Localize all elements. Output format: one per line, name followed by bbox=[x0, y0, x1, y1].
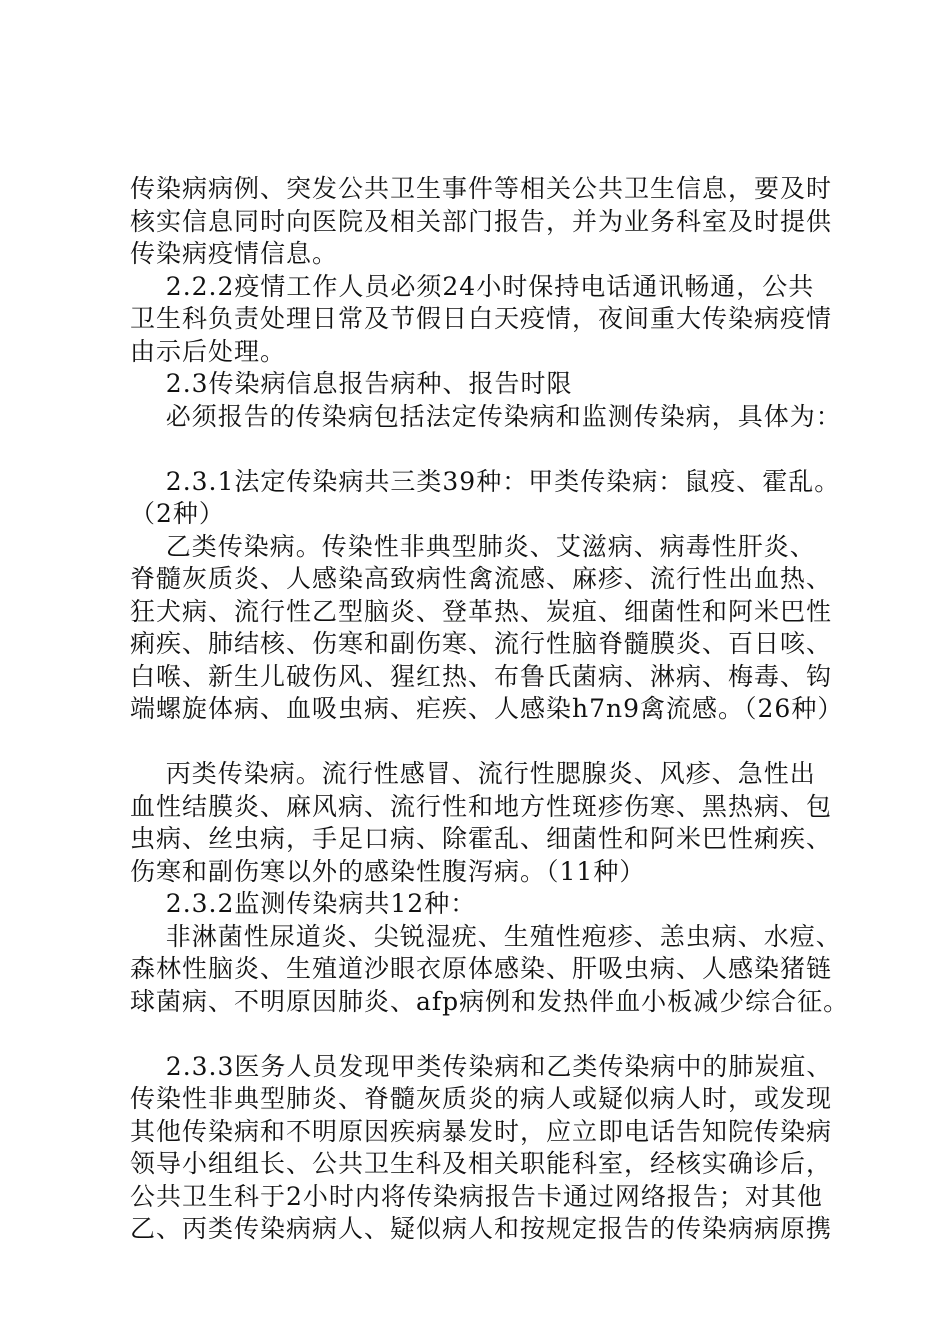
document-body bbox=[130, 173, 850, 1246]
blank-line bbox=[130, 726, 850, 759]
text-line: 2.3.2监测传染病共12种： bbox=[130, 889, 477, 918]
blank-line bbox=[130, 433, 850, 466]
text-line: 虫病、丝虫病，手足口病、除霍乱、细菌性和阿米巴性痢疾、 bbox=[130, 824, 833, 853]
text-line: 脊髓灰质炎、人感染高致病性禽流感、麻疹、流行性出血热、 bbox=[130, 564, 833, 593]
text-line: 狂犬病、流行性乙型脑炎、登革热、炭疽、细菌性和阿米巴性 bbox=[130, 596, 833, 626]
section-heading: 2.3传染病信息报告病种、报告时限 bbox=[130, 369, 573, 398]
text-line: 2.3.3医务人员发现甲类传染病和乙类传染病中的肺炭疽、 bbox=[130, 1051, 833, 1081]
text-line: 痢疾、肺结核、伤寒和副伤寒、流行性脑脊髓膜炎、百日咳、 bbox=[130, 629, 833, 658]
text-line: 2.2.2疫情工作人员必须24小时保持电话通讯畅通，公共 bbox=[130, 271, 815, 301]
text-line: 公共卫生科于2小时内将传染病报告卡通过网络报告；对其他 bbox=[130, 1181, 823, 1211]
text-line: 其他传染病和不明原因疾病暴发时，应立即电话告知院传染病 bbox=[130, 1116, 833, 1146]
text-line: 核实信息同时向医院及相关部门报告，并为业务科室及时提供 bbox=[130, 206, 833, 236]
text-line: 丙类传染病。流行性感冒、流行性腮腺炎、风疹、急性出 bbox=[130, 759, 816, 788]
text-line: 2.3.1法定传染病共三类39种：甲类传染病：鼠疫、霍乱。 bbox=[130, 466, 841, 496]
text-line: 非淋菌性尿道炎、尖锐湿疣、生殖性疱疹、恙虫病、水痘、 bbox=[130, 921, 842, 951]
text-line: 传染病病例、突发公共卫生事件等相关公共卫生信息，要及时 bbox=[130, 174, 833, 203]
text-line: 端螺旋体病、血吸虫病、疟疾、人感染h7n9禽流感。（26种） bbox=[130, 694, 844, 723]
text-line: 必须报告的传染病包括法定传染病和监测传染病，具体为： bbox=[130, 401, 842, 431]
text-line: 血性结膜炎、麻风病、流行性和地方性斑疹伤寒、黑热病、包 bbox=[130, 791, 833, 821]
text-line: 乙、丙类传染病病人、疑似病人和按规定报告的传染病病原携 bbox=[130, 1214, 833, 1243]
text-line: 传染性非典型肺炎、脊髓灰质炎的病人或疑似病人时，或发现 bbox=[130, 1084, 833, 1113]
text-line: 白喉、新生儿破伤风、猩红热、布鲁氏菌病、淋病、梅毒、钩 bbox=[130, 661, 833, 691]
blank-line bbox=[130, 1018, 850, 1051]
text-line: 球菌病、不明原因肺炎、afp病例和发热伴血小板减少综合征。 bbox=[130, 986, 850, 1016]
text-line: 由示后处理。 bbox=[130, 336, 287, 366]
text-line: 乙类传染病。传染性非典型肺炎、艾滋病、病毒性肝炎、 bbox=[130, 531, 816, 561]
text-line: 伤寒和副伤寒以外的感染性腹泻病。（11种） bbox=[130, 856, 646, 886]
text-line: （2种） bbox=[130, 499, 225, 528]
text-line: 卫生科负责处理日常及节假日白天疫情，夜间重大传染病疫情 bbox=[130, 304, 833, 333]
text-line: 传染病疫情信息。 bbox=[130, 239, 339, 268]
text-line: 森林性脑炎、生殖道沙眼衣原体感染、肝吸虫病、人感染猪链 bbox=[130, 954, 833, 983]
text-line: 领导小组组长、公共卫生科及相关职能科室，经核实确诊后， bbox=[130, 1149, 833, 1178]
